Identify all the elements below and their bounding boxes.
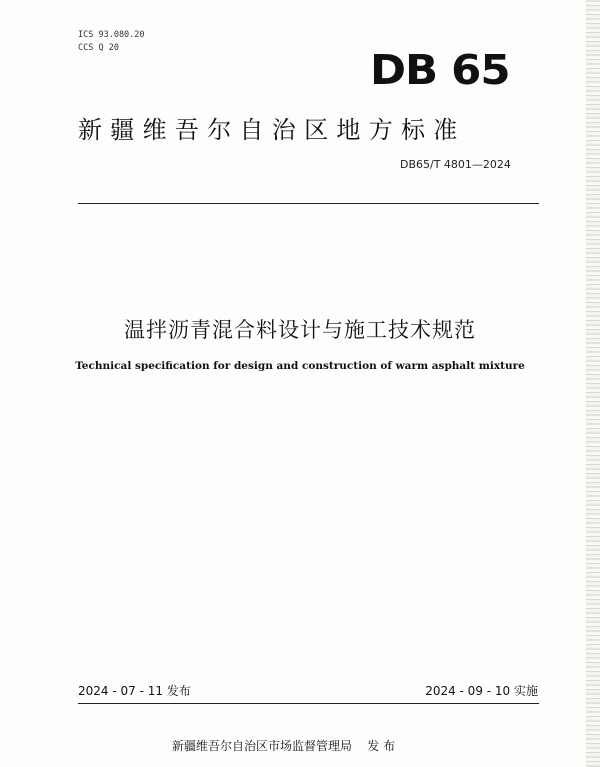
document-title-english: Technical specification for design and construction of warm asphalt mixture [75, 360, 525, 372]
scan-edge-texture [586, 0, 600, 767]
top-divider [78, 203, 539, 204]
standard-level-title: 新疆维吾尔自治区地方标准 [78, 116, 466, 144]
bottom-divider [78, 703, 539, 704]
publisher-line [172, 737, 395, 754]
document-title-chinese: 温拌沥青混合料设计与施工技术规范 [124, 318, 476, 342]
db65-logo: DB 65 [370, 46, 510, 94]
issue-date: 2024 - 07 - 11 发布 [78, 684, 191, 698]
publish-action: 发 布 [367, 739, 396, 753]
classification-codes [78, 29, 145, 55]
ics-code: ICS 93.080.20 [78, 30, 145, 40]
publisher-name: 新疆维吾尔自治区市场监督管理局 [172, 739, 353, 753]
implementation-date: 2024 - 09 - 10 实施 [425, 684, 538, 698]
standard-number: DB65/T 4801—2024 [400, 158, 511, 171]
ccs-code: CCS Q 20 [78, 43, 119, 53]
